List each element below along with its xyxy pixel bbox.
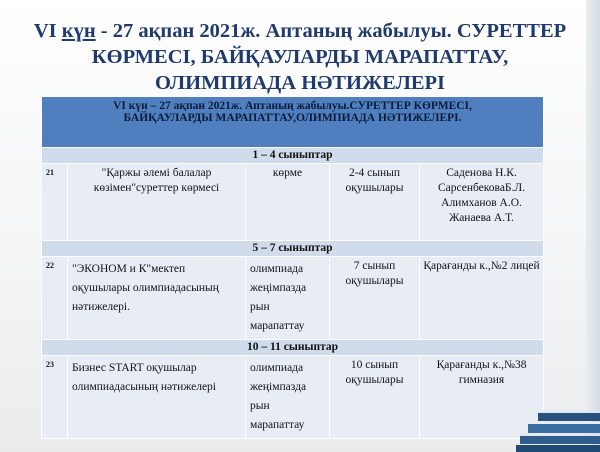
section-label: 5 – 7 сыныптар: [42, 241, 544, 257]
section-label: 10 – 11 сыныптар: [42, 340, 544, 356]
type-cell: олимпиада жеңімпазда рын марапаттау: [246, 356, 330, 439]
slide-title: [20, 18, 580, 96]
table-row: [42, 257, 544, 340]
row-number: 22: [42, 257, 68, 340]
responsible-cell: Қарағанды к.,№2 лицей: [420, 257, 544, 340]
responsible-cell: Қарағанды к.,№38 гимназия: [420, 356, 544, 439]
schedule-table: [41, 96, 544, 439]
section-row: [42, 148, 544, 164]
row-number: 23: [42, 356, 68, 439]
table-header-line-2: БАЙҚАУЛАРДЫ МАРАПАТТАУ,ОЛИМПИАДА НӘТИЖЕЛЕРІ.: [123, 112, 462, 124]
title-underlined-word: күн: [61, 20, 96, 42]
row-number: 21: [42, 164, 68, 241]
participants-cell: 7 сынып оқушылары: [330, 257, 420, 340]
section-row: [42, 340, 544, 356]
title-line-1-end: - 27 ақпан 2021ж. Аптаның жабылуы. СУРЕТТЕР: [95, 20, 567, 42]
table-header-line-1: VI күн – 27 ақпан 2021ж. Аптаның жабылуы.СУРЕТТЕР КӨРМЕСІ,: [113, 100, 472, 112]
participants-cell: 2-4 сынып оқушылары: [330, 164, 420, 241]
section-row: [42, 241, 544, 257]
title-line-2: КӨРМЕСІ, БАЙҚАУЛАРДЫ МАРАПАТТАУ,: [91, 46, 509, 68]
table-header-cell: [42, 97, 544, 148]
event-cell: Бизнес START оқушылар олимпиадасының нәтижелері: [68, 356, 246, 439]
responsible-cell: Саденова Н.К. СарсенбековаБ.Л. Алимханов А.О. Жанаева А.Т.: [420, 164, 544, 241]
section-label: 1 – 4 сыныптар: [42, 148, 544, 164]
title-line-1: [20, 18, 580, 44]
title-line-1-start: VI: [33, 20, 62, 42]
event-cell: "Қаржы әлемі балалар көзімен"суреттер көрмесі: [68, 164, 246, 241]
type-cell: көрме: [246, 164, 330, 241]
table-row: [42, 356, 544, 439]
table-row: [42, 164, 544, 241]
event-cell: "ЭКОНОМ и К"мектеп оқушылары олимпиадасының нәтижелері.: [68, 257, 246, 340]
type-cell: олимпиада жеңімпазда рын марапаттау: [246, 257, 330, 340]
title-line-3: ОЛИМПИАДА НӘТИЖЕЛЕРІ: [154, 72, 446, 94]
participants-cell: 10 сынып оқушылары: [330, 356, 420, 439]
table-header-row: [42, 97, 544, 148]
books-decoration-icon: [510, 372, 600, 452]
